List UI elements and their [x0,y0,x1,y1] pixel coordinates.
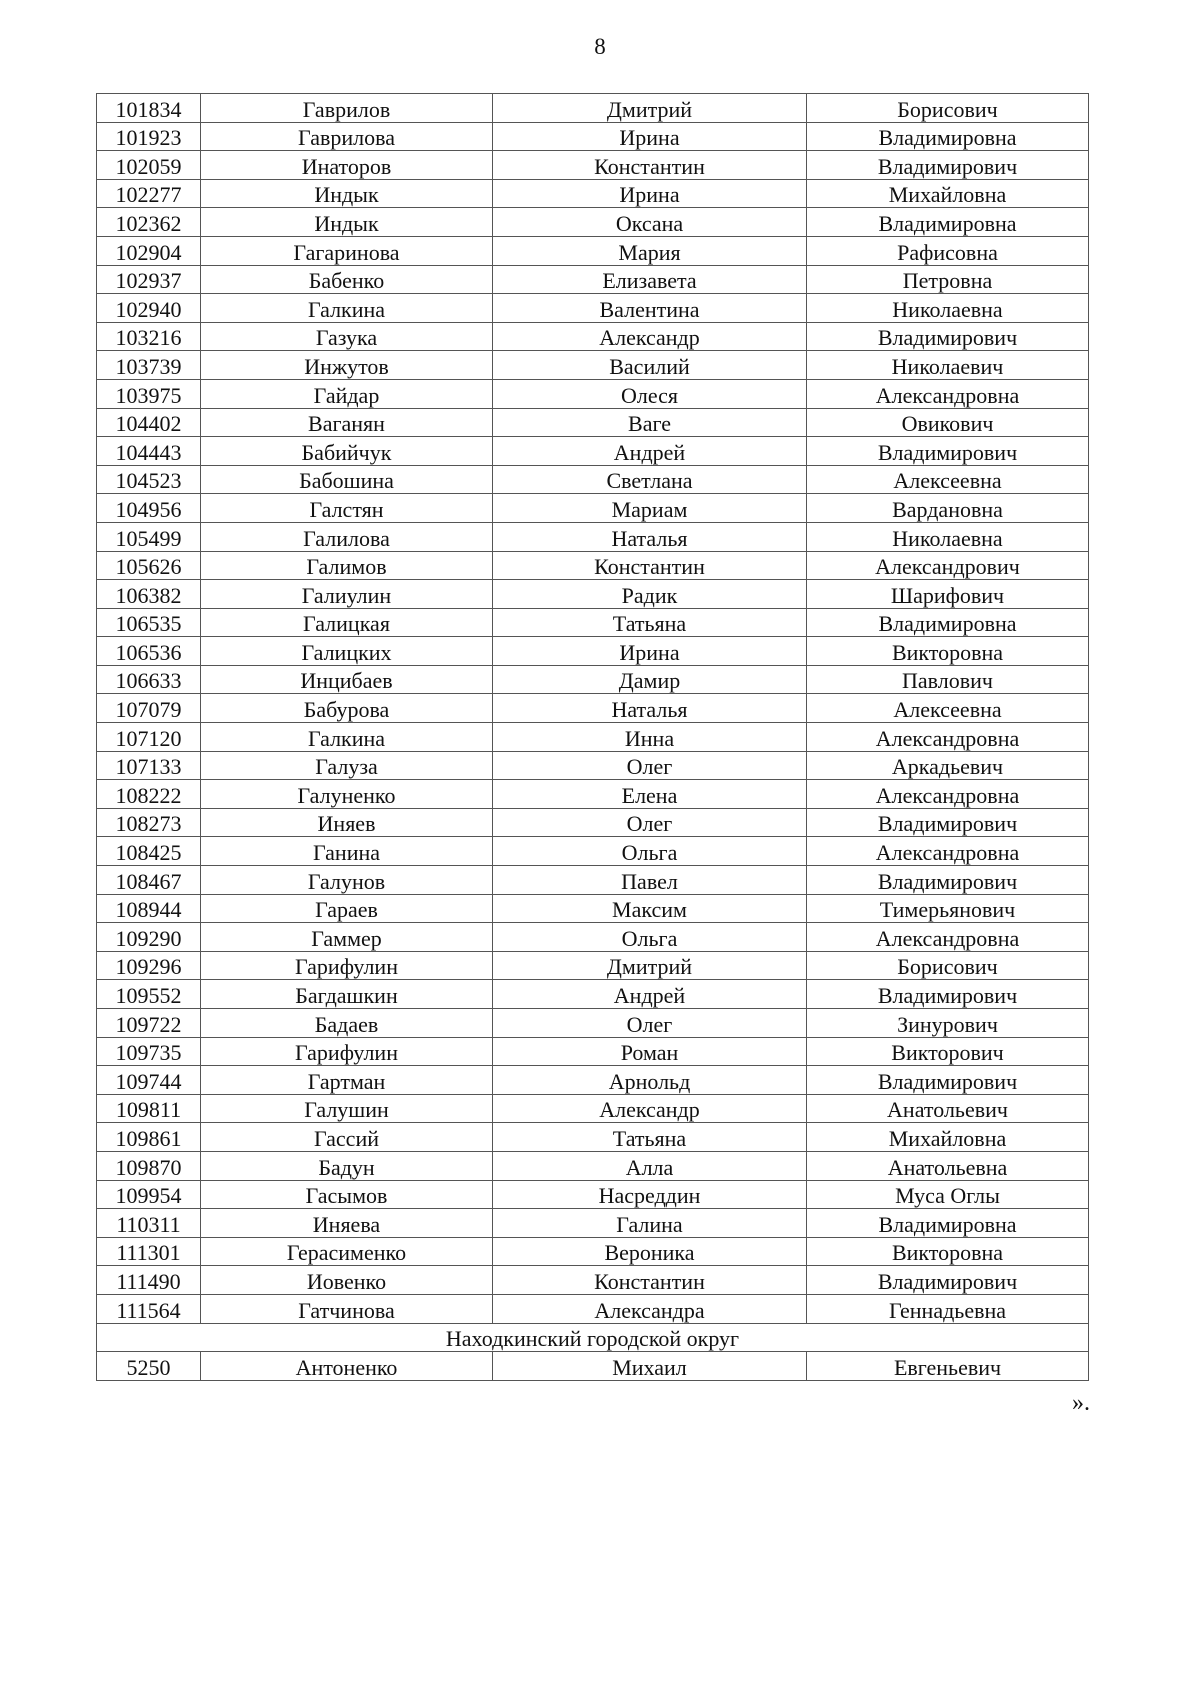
registry-number-cell: 111564 [97,1294,201,1323]
last-name-cell: Гараев [201,894,493,923]
last-name-cell: Инаторов [201,151,493,180]
table-row [97,208,1089,237]
patronymic-cell: Вардановна [807,494,1089,523]
last-name-cell: Гарифулин [201,1037,493,1066]
table-row [97,694,1089,723]
patronymic-cell: Викторовна [807,1237,1089,1266]
patronymic-cell: Николаевна [807,294,1089,323]
first-name-cell: Василий [493,351,807,380]
registry-number-cell: 109954 [97,1180,201,1209]
first-name-cell: Ваге [493,408,807,437]
last-name-cell: Галунов [201,866,493,895]
first-name-cell: Светлана [493,465,807,494]
registry-number-cell: 109744 [97,1066,201,1095]
patronymic-cell: Шарифович [807,580,1089,609]
patronymic-cell: Владимирович [807,980,1089,1009]
table-row [97,894,1089,923]
patronymic-cell: Владимирович [807,866,1089,895]
patronymic-cell: Владимирович [807,322,1089,351]
patronymic-cell: Владимирович [807,437,1089,466]
patronymic-cell: Владимировна [807,1209,1089,1238]
first-name-cell: Константин [493,151,807,180]
registry-number-cell: 106535 [97,608,201,637]
last-name-cell: Бабенко [201,265,493,294]
first-name-cell: Ирина [493,179,807,208]
registry-number-cell: 104523 [97,465,201,494]
table-row [97,236,1089,265]
page-number: 8 [594,34,606,59]
registry-number-cell: 102059 [97,151,201,180]
table-row [97,751,1089,780]
last-name-cell: Галиулин [201,580,493,609]
registry-number-cell: 106382 [97,580,201,609]
registry-number-cell: 108944 [97,894,201,923]
table-row [97,780,1089,809]
registry-number-cell: 102362 [97,208,201,237]
registry-number-cell: 101834 [97,94,201,123]
last-name-cell: Галилова [201,522,493,551]
table-row [97,1151,1089,1180]
last-name-cell: Гаврилова [201,122,493,151]
patronymic-cell: Анатольевич [807,1094,1089,1123]
last-name-cell: Галуза [201,751,493,780]
first-name-cell: Ольга [493,837,807,866]
section-title: Находкинский городской округ [97,1323,1089,1352]
table-row [97,94,1089,123]
registry-number-cell: 104402 [97,408,201,437]
last-name-cell: Галуненко [201,780,493,809]
registry-number-cell: 105626 [97,551,201,580]
patronymic-cell: Владимировна [807,122,1089,151]
first-name-cell: Валентина [493,294,807,323]
table-row [97,951,1089,980]
patronymic-cell: Зинурович [807,1009,1089,1038]
last-name-cell: Галстян [201,494,493,523]
table-row [97,1352,1089,1381]
table-row [97,1266,1089,1295]
last-name-cell: Бадаев [201,1009,493,1038]
patronymic-cell: Борисович [807,94,1089,123]
patronymic-cell: Борисович [807,951,1089,980]
registry-number-cell: 102937 [97,265,201,294]
last-name-cell: Гагаринова [201,236,493,265]
patronymic-cell: Геннадьевна [807,1294,1089,1323]
registry-number-cell: 107079 [97,694,201,723]
patronymic-cell: Александровна [807,723,1089,752]
table-row [97,437,1089,466]
table-row [97,1180,1089,1209]
registry-number-cell: 109811 [97,1094,201,1123]
patronymic-cell: Рафисовна [807,236,1089,265]
first-name-cell: Константин [493,551,807,580]
table-row [97,665,1089,694]
last-name-cell: Гартман [201,1066,493,1095]
patronymic-cell: Муса Оглы [807,1180,1089,1209]
registry-number-cell: 109552 [97,980,201,1009]
patronymic-cell: Владимирович [807,808,1089,837]
last-name-cell: Иовенко [201,1266,493,1295]
patronymic-cell: Павлович [807,665,1089,694]
registry-number-cell: 102277 [97,179,201,208]
table-row [97,1094,1089,1123]
patronymic-cell: Александровна [807,923,1089,952]
first-name-cell: Андрей [493,437,807,466]
last-name-cell: Иняев [201,808,493,837]
registry-number-cell: 109735 [97,1037,201,1066]
registry-number-cell: 109290 [97,923,201,952]
table-row [97,265,1089,294]
first-name-cell: Елена [493,780,807,809]
first-name-cell: Александр [493,322,807,351]
first-name-cell: Галина [493,1209,807,1238]
first-name-cell: Дмитрий [493,951,807,980]
table-row [97,465,1089,494]
table-row [97,351,1089,380]
first-name-cell: Ирина [493,122,807,151]
registry-number-cell: 104443 [97,437,201,466]
patronymic-cell: Александрович [807,551,1089,580]
registry-number-cell: 109861 [97,1123,201,1152]
registry-number-cell: 5250 [97,1352,201,1381]
registry-number-cell: 102940 [97,294,201,323]
patronymic-cell: Евгеньевич [807,1352,1089,1381]
table-row [97,494,1089,523]
first-name-cell: Роман [493,1037,807,1066]
last-name-cell: Индык [201,179,493,208]
registry-table [96,93,1089,1381]
registry-table-body [97,94,1089,1381]
last-name-cell: Бабурова [201,694,493,723]
first-name-cell: Дмитрий [493,94,807,123]
last-name-cell: Ваганян [201,408,493,437]
registry-number-cell: 111490 [97,1266,201,1295]
first-name-cell: Павел [493,866,807,895]
registry-number-cell: 111301 [97,1237,201,1266]
table-row [97,1037,1089,1066]
table-row [97,1294,1089,1323]
patronymic-cell: Владимировна [807,208,1089,237]
first-name-cell: Татьяна [493,1123,807,1152]
patronymic-cell: Алексеевна [807,465,1089,494]
registry-number-cell: 101923 [97,122,201,151]
last-name-cell: Бабийчук [201,437,493,466]
registry-number-cell: 103739 [97,351,201,380]
table-row [97,1123,1089,1152]
first-name-cell: Михаил [493,1352,807,1381]
table-row [97,322,1089,351]
first-name-cell: Ирина [493,637,807,666]
first-name-cell: Олег [493,1009,807,1038]
last-name-cell: Инцибаев [201,665,493,694]
registry-number-cell: 109296 [97,951,201,980]
patronymic-cell: Петровна [807,265,1089,294]
first-name-cell: Ольга [493,923,807,952]
patronymic-cell: Владимирович [807,1266,1089,1295]
first-name-cell: Александр [493,1094,807,1123]
last-name-cell: Инжутов [201,351,493,380]
table-row [97,179,1089,208]
registry-number-cell: 109870 [97,1151,201,1180]
patronymic-cell: Александровна [807,379,1089,408]
first-name-cell: Мария [493,236,807,265]
last-name-cell: Бадун [201,1151,493,1180]
first-name-cell: Оксана [493,208,807,237]
registry-number-cell: 108425 [97,837,201,866]
last-name-cell: Гатчинова [201,1294,493,1323]
first-name-cell: Константин [493,1266,807,1295]
first-name-cell: Александра [493,1294,807,1323]
table-row [97,1009,1089,1038]
table-row [97,580,1089,609]
first-name-cell: Олег [493,808,807,837]
table-row [97,408,1089,437]
registry-number-cell: 110311 [97,1209,201,1238]
table-row [97,379,1089,408]
patronymic-cell: Владимирович [807,151,1089,180]
registry-number-cell: 107120 [97,723,201,752]
last-name-cell: Индык [201,208,493,237]
patronymic-cell: Александровна [807,837,1089,866]
last-name-cell: Иняева [201,1209,493,1238]
patronymic-cell: Михайловна [807,179,1089,208]
table-row [97,551,1089,580]
last-name-cell: Гарифулин [201,951,493,980]
first-name-cell: Инна [493,723,807,752]
last-name-cell: Галицкая [201,608,493,637]
patronymic-cell: Владимировна [807,608,1089,637]
registry-number-cell: 103975 [97,379,201,408]
patronymic-cell: Анатольевна [807,1151,1089,1180]
closing-quote-mark: ». [1072,1390,1090,1416]
first-name-cell: Арнольд [493,1066,807,1095]
registry-number-cell: 105499 [97,522,201,551]
first-name-cell: Алла [493,1151,807,1180]
table-row [97,522,1089,551]
last-name-cell: Антоненко [201,1352,493,1381]
table-row [97,151,1089,180]
patronymic-cell: Викторович [807,1037,1089,1066]
last-name-cell: Галкина [201,723,493,752]
registry-number-cell: 106536 [97,637,201,666]
last-name-cell: Гассий [201,1123,493,1152]
last-name-cell: Галушин [201,1094,493,1123]
first-name-cell: Наталья [493,694,807,723]
table-row [97,723,1089,752]
table-row [97,1209,1089,1238]
last-name-cell: Багдашкин [201,980,493,1009]
registry-number-cell: 108467 [97,866,201,895]
table-row [97,923,1089,952]
last-name-cell: Гасымов [201,1180,493,1209]
first-name-cell: Елизавета [493,265,807,294]
registry-number-cell: 109722 [97,1009,201,1038]
table-row [97,637,1089,666]
last-name-cell: Герасименко [201,1237,493,1266]
first-name-cell: Наталья [493,522,807,551]
table-row [97,980,1089,1009]
patronymic-cell: Николаевна [807,522,1089,551]
last-name-cell: Гаврилов [201,94,493,123]
registry-number-cell: 107133 [97,751,201,780]
first-name-cell: Андрей [493,980,807,1009]
table-row [97,1066,1089,1095]
patronymic-cell: Овикович [807,408,1089,437]
table-row [97,837,1089,866]
patronymic-cell: Тимерьянович [807,894,1089,923]
patronymic-cell: Николаевич [807,351,1089,380]
first-name-cell: Татьяна [493,608,807,637]
registry-number-cell: 108273 [97,808,201,837]
last-name-cell: Гаммер [201,923,493,952]
table-row [97,294,1089,323]
last-name-cell: Галимов [201,551,493,580]
registry-number-cell: 102904 [97,236,201,265]
table-row [97,122,1089,151]
patronymic-cell: Викторовна [807,637,1089,666]
patronymic-cell: Михайловна [807,1123,1089,1152]
first-name-cell: Мариам [493,494,807,523]
table-row [97,608,1089,637]
registry-number-cell: 106633 [97,665,201,694]
first-name-cell: Вероника [493,1237,807,1266]
registry-number-cell: 108222 [97,780,201,809]
first-name-cell: Радик [493,580,807,609]
table-row [97,808,1089,837]
first-name-cell: Насреддин [493,1180,807,1209]
first-name-cell: Максим [493,894,807,923]
patronymic-cell: Алексеевна [807,694,1089,723]
first-name-cell: Дамир [493,665,807,694]
last-name-cell: Галкина [201,294,493,323]
registry-number-cell: 104956 [97,494,201,523]
last-name-cell: Газука [201,322,493,351]
last-name-cell: Бабошина [201,465,493,494]
patronymic-cell: Аркадьевич [807,751,1089,780]
last-name-cell: Галицких [201,637,493,666]
table-row [97,1237,1089,1266]
patronymic-cell: Владимирович [807,1066,1089,1095]
table-row [97,866,1089,895]
patronymic-cell: Александровна [807,780,1089,809]
first-name-cell: Олег [493,751,807,780]
last-name-cell: Гайдар [201,379,493,408]
registry-number-cell: 103216 [97,322,201,351]
first-name-cell: Олеся [493,379,807,408]
section-header-row [97,1323,1089,1352]
last-name-cell: Ганина [201,837,493,866]
